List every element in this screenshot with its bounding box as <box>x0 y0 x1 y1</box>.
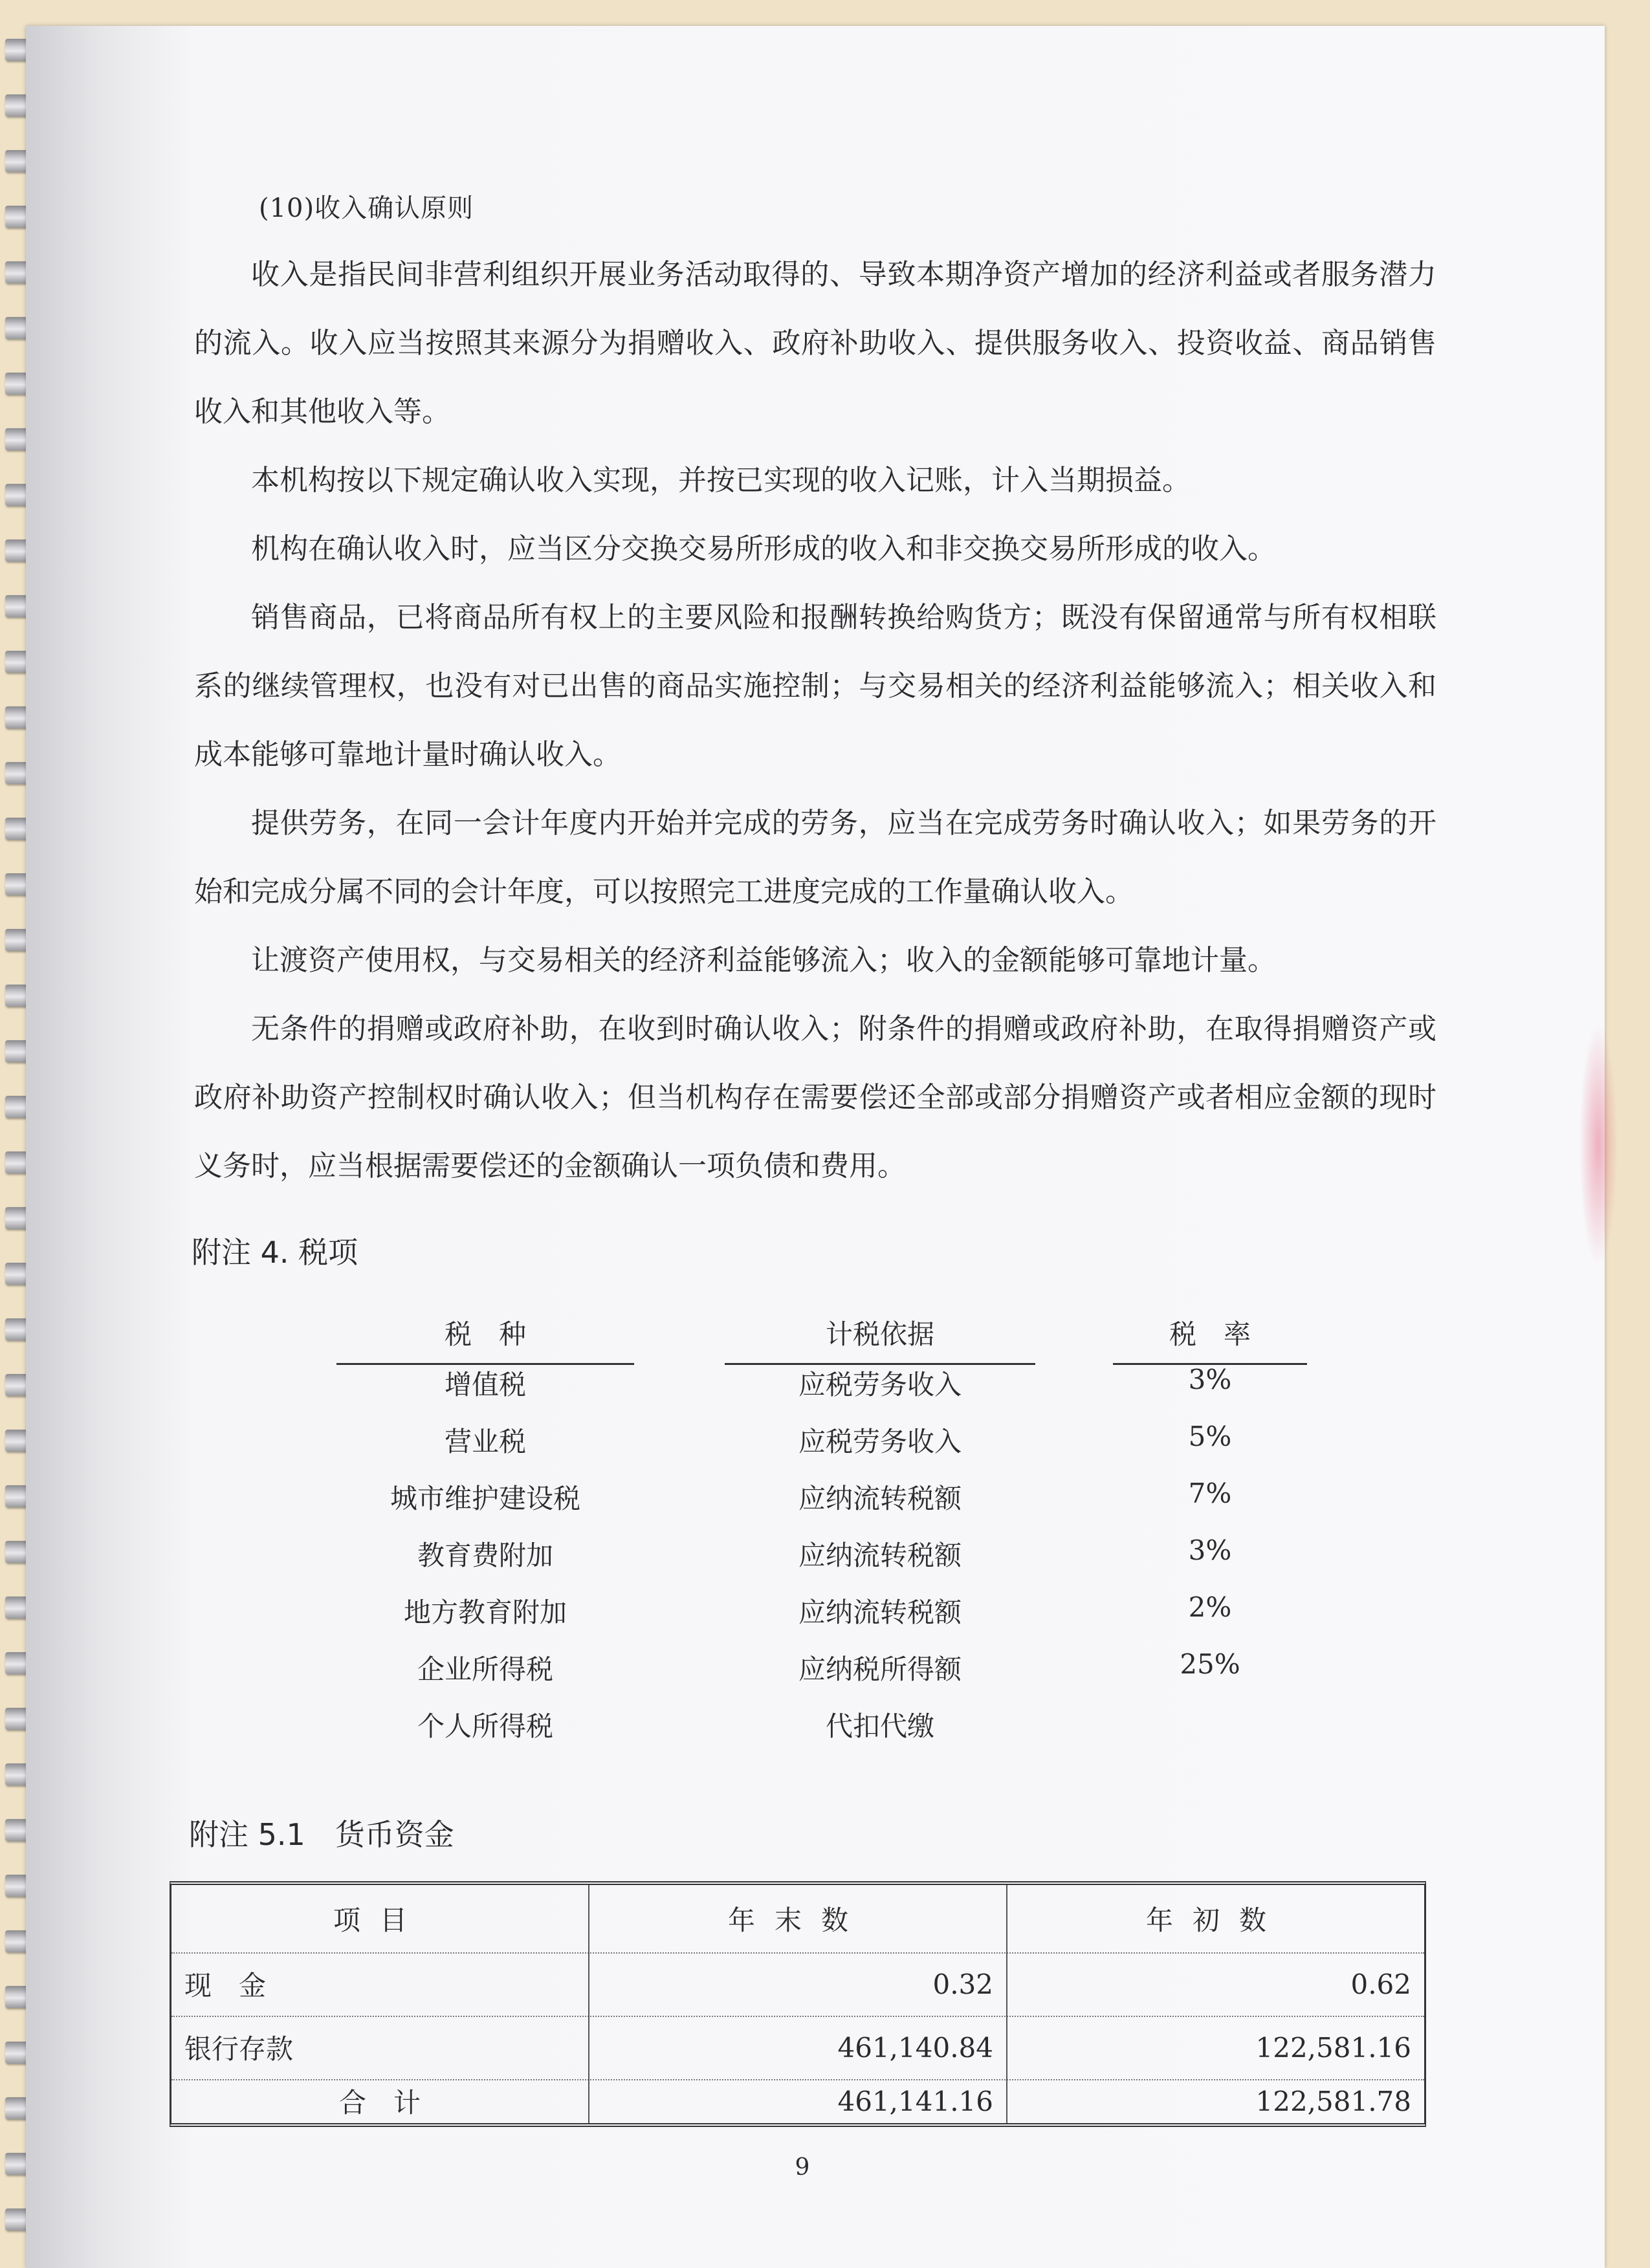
page-number: 9 <box>795 2154 810 2181</box>
cash-table <box>170 1881 1426 2127</box>
table-total-row: 合 计 461,141.16 122,581.78 <box>171 2079 1424 2123</box>
tax-row: 城市维护建设税 应纳流转税额 7% <box>390 1477 1232 1514</box>
tax-row: 增值税 应税劳务收入 3% <box>444 1364 1232 1401</box>
tax-row: 个人所得税 代扣代缴 <box>417 1710 934 1742</box>
paragraph: 销售商品，已将商品所有权上的主要风险和报酬转换给购货方；既没有保留通常与所有权相联系的继续管理权，也没有对已出售的商品实施控制；与交易相关的经济利益能够流入；相关收入和成本能够可靠地计量时确认收入。 <box>194 601 1436 771</box>
tax-row: 营业税 应税劳务收入 5% <box>444 1421 1232 1457</box>
section-body <box>194 241 1436 1201</box>
table-header-row <box>171 1885 1424 1954</box>
tax-row: 教育费附加 应纳流转税额 3% <box>417 1534 1232 1571</box>
paragraph: 收入是指民间非营利组织开展业务活动取得的、导致本期净资产增加的经济利益或者服务潜力的流入。收入应当按照其来源分为捐赠收入、政府补助收入、提供服务收入、投资收益、商品销售收入和其他收入等。 <box>194 258 1436 428</box>
tax-header-type: 税 种 <box>336 1313 634 1352</box>
paragraph: 本机构按以下规定确认收入实现，并按已实现的收入记账，计入当期损益。 <box>251 464 1191 497</box>
tax-header-basis: 计税依据 <box>725 1313 1035 1352</box>
column-header: 年末数 <box>589 1885 1007 1952</box>
paragraph: 让渡资产使用权，与交易相关的经济利益能够流入；收入的金额能够可靠地计量。 <box>251 944 1276 977</box>
paragraph: 提供劳务，在同一会计年度内开始并完成的劳务，应当在完成劳务时确认收入；如果劳务的开始和完成分属不同的会计年度，可以按照完工进度完成的工作量确认收入。 <box>194 807 1436 908</box>
table-row: 现 金 0.32 0.62 <box>171 1952 1424 2017</box>
section-heading: (10)收入确认原则 <box>259 193 474 223</box>
table-row: 银行存款 461,140.84 122,581.16 <box>171 2016 1424 2080</box>
paragraph: 无条件的捐赠或政府补助，在收到时确认收入；附条件的捐赠或政府补助，在取得捐赠资产或政府补助资产控制权时确认收入；但当机构存在需要偿还全部或部分捐赠资产或者相应金额的现时义务时，应当根据需要偿还的金额确认一项负债和费用。 <box>194 1012 1436 1183</box>
tax-row: 企业所得税 应纳税所得额 25% <box>417 1648 1240 1685</box>
tax-section-title: 附注 4. 税项 <box>192 1235 358 1270</box>
cash-section-title: 附注 5.1 货币资金 <box>189 1817 454 1852</box>
paragraph: 机构在确认收入时，应当区分交换交易所形成的收入和非交换交易所形成的收入。 <box>251 532 1276 565</box>
tax-header-rate: 税 率 <box>1113 1313 1307 1352</box>
column-header: 年初数 <box>1145 1904 1286 1936</box>
column-header: 项目 <box>171 1885 589 1952</box>
tax-row: 地方教育附加 应纳流转税额 2% <box>403 1591 1232 1628</box>
